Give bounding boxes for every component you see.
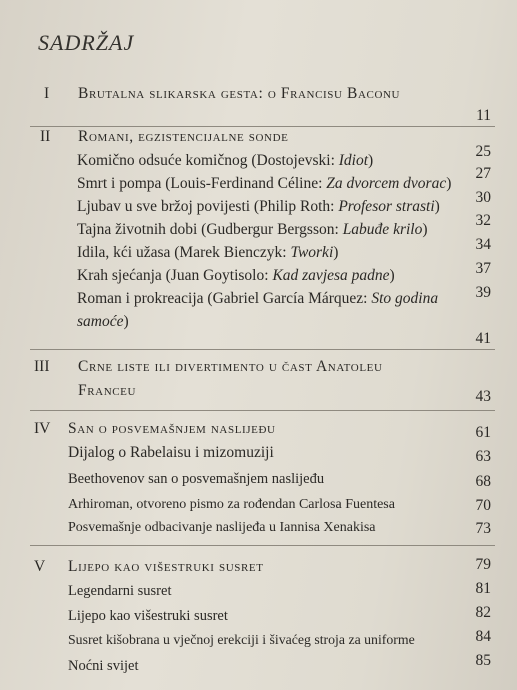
page-number: 34 (475, 236, 491, 253)
page-number: 43 (475, 388, 491, 405)
toc-entry[interactable]: Idila, kći užasa (Marek Bienczyk: Tworki) (77, 244, 339, 261)
section-roman: IV (34, 420, 51, 437)
page-number: 30 (475, 189, 491, 206)
page-number: 32 (475, 212, 491, 229)
toc-entry[interactable]: Dijalog o Rabelaisu i mizomuziji (68, 444, 274, 461)
section-roman: V (34, 558, 46, 575)
section-title-continued: Franceu (78, 382, 137, 399)
divider (30, 126, 495, 127)
page-number: 73 (475, 520, 491, 537)
page-number: 11 (476, 107, 491, 124)
section-title: Romani, egzistencijalne sonde (78, 128, 289, 145)
page-number: 82 (475, 604, 491, 621)
toc-entry[interactable]: Lijepo kao višestruki susret (68, 608, 228, 624)
page-number: 68 (475, 473, 491, 490)
page-number: 25 (475, 143, 491, 160)
toc-entry[interactable]: Noćni svijet (68, 658, 139, 674)
section-title: San o posvemašnjem naslijeđu (68, 420, 276, 437)
toc-entry[interactable]: Tajna životnih dobi (Gudbergur Bergsson: Labuđe krilo) (77, 221, 428, 238)
toc-entry[interactable]: samoće) (77, 313, 129, 330)
divider (30, 410, 495, 411)
toc-entry[interactable]: Smrt i pompa (Louis-Ferdinand Céline: Za dvorcem dvorac) (77, 175, 452, 192)
page-number: 41 (475, 330, 491, 347)
page-number: 39 (475, 284, 491, 301)
page-number: 61 (475, 424, 491, 441)
divider (30, 349, 495, 350)
page-number: 81 (475, 580, 491, 597)
page-number: 84 (475, 628, 491, 645)
page-number: 85 (475, 652, 491, 669)
page-number: 27 (475, 165, 491, 182)
page-number: 70 (475, 497, 491, 514)
page-number: 37 (475, 260, 491, 277)
section-roman: I (44, 85, 50, 102)
toc-entry[interactable]: Legendarni susret (68, 583, 172, 599)
page-number: 63 (475, 448, 491, 465)
page-title: SADRŽAJ (38, 30, 135, 55)
toc-entry[interactable]: Roman i prokreacija (Gabriel García Márquez: Sto godina (77, 290, 439, 307)
toc-entry[interactable]: Komično odsuće komičnog (Dostojevski: Idiot) (77, 152, 374, 169)
section-title: Brutalna slikarska gesta: o Francisu Baconu (78, 85, 401, 102)
toc-entry[interactable]: Posvemašnje odbacivanje naslijeđa u Iannisa Xenakisa (68, 520, 376, 535)
section-roman: II (40, 128, 51, 145)
toc-entry[interactable]: Ljubav u sve bržoj povijesti (Philip Roth: Profesor strasti) (77, 198, 440, 215)
section-roman: III (34, 358, 50, 375)
section-title: Crne liste ili divertimento u čast Anatoleu (78, 358, 383, 375)
toc-entry[interactable]: Arhiroman, otvoreno pismo za rođendan Carlosa Fuentesa (68, 497, 395, 512)
toc-entry[interactable]: Krah sjećanja (Juan Goytisolo: Kad zavjesa padne) (77, 267, 395, 284)
section-title: Lijepo kao višestruki susret (68, 558, 264, 575)
page-number: 79 (475, 556, 491, 573)
toc-entry[interactable]: Susret kišobrana u vječnoj erekciji i šivaćeg stroja za uniforme (68, 632, 415, 647)
toc-entry[interactable]: Beethovenov san o posvemašnjem naslijeđu (68, 471, 325, 487)
divider (30, 545, 495, 546)
